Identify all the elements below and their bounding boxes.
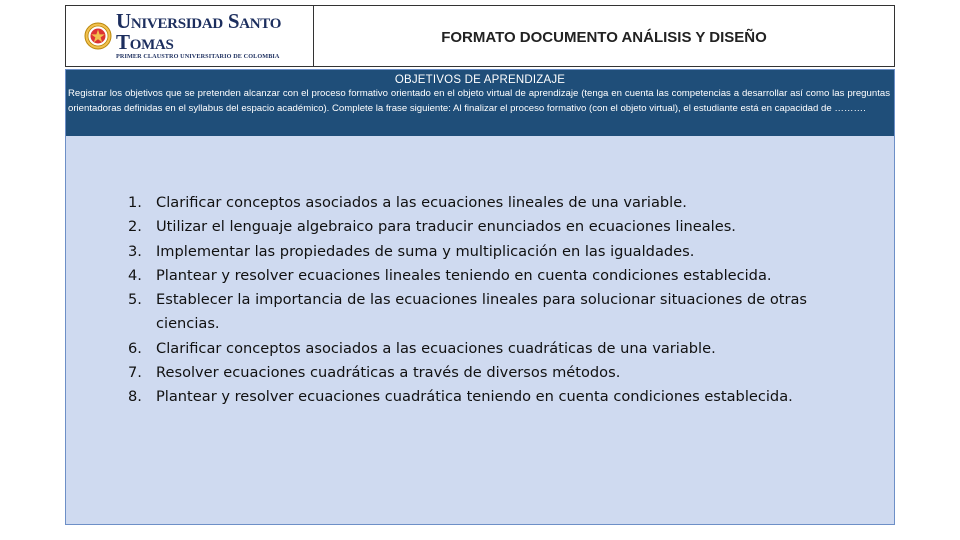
logo-cell [66, 6, 314, 66]
section-description: Registrar los objetivos que se pretenden alcanzar con el proceso formativo orientado en el objeto virtual de aprendizaje (tenga en cuenta las competencias a desarrollar así como las preguntas orientadoras definidas en el syllabus del espacio académico). Complete la frase siguiente: Al finalizar el proceso formativo (con el objeto virtual), el estudiante está en capacidad de ………. [68, 88, 890, 114]
list-item [128, 337, 854, 361]
item-number: 3. [128, 242, 142, 260]
section-title: OBJETIVOS DE APRENDIZAJE [394, 74, 566, 86]
item-number: 8. [128, 388, 142, 406]
university-seal-icon [84, 22, 112, 50]
learning-objectives-section [65, 69, 895, 525]
item-number: 4. [128, 266, 142, 284]
list-item [128, 191, 854, 215]
logo-name: Universidad Santo Tomas [116, 9, 282, 55]
item-text: Plantear y resolver ecuaciones lineales teniendo en cuenta condiciones establecida. [156, 266, 772, 284]
item-number: 6. [128, 339, 142, 357]
item-number: 1. [128, 194, 142, 211]
objectives-list [66, 191, 894, 410]
item-text: Clarificar conceptos asociados a las ecuaciones lineales de una variable. [156, 194, 687, 211]
list-item [128, 264, 854, 288]
list-item [128, 240, 854, 264]
list-item [128, 385, 854, 409]
item-text: Establecer la importancia de las ecuaciones lineales para solucionar situaciones de otras ciencias. [156, 291, 808, 333]
list-item [128, 361, 854, 385]
section-banner [66, 70, 894, 136]
list-item [128, 215, 854, 239]
item-text: Resolver ecuaciones cuadráticas a través de diversos métodos. [156, 364, 621, 382]
document-header [65, 5, 895, 67]
item-text: Utilizar el lenguaje algebraico para traducir enunciados en ecuaciones lineales. [156, 218, 736, 236]
logo-subtitle: PRIMER CLAUSTRO UNIVERSITARIO DE COLOMBIA [116, 53, 280, 61]
item-number: 5. [128, 291, 142, 309]
list-item [128, 288, 854, 337]
item-text: Implementar las propiedades de suma y multiplicación en las igualdades. [156, 242, 695, 260]
logo-wordmark [116, 11, 313, 60]
item-number: 7. [128, 364, 142, 382]
item-number: 2. [128, 218, 142, 236]
item-text: Clarificar conceptos asociados a las ecuaciones cuadráticas de una variable. [156, 339, 716, 357]
document-title: FORMATO DOCUMENTO ANÁLISIS Y DISEÑO [441, 29, 767, 46]
item-text: Plantear y resolver ecuaciones cuadrática teniendo en cuenta condiciones establecida. [156, 388, 793, 406]
